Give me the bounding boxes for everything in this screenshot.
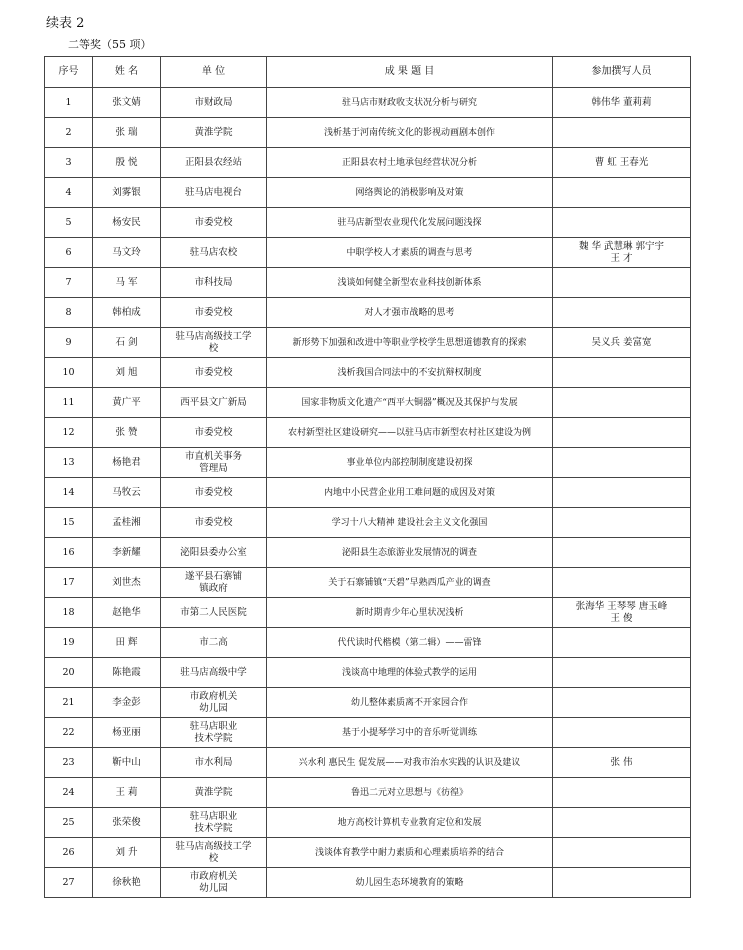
table-row (45, 508, 691, 538)
table-row (45, 178, 691, 208)
cell-title: 兴水利 惠民生 促发展——对我市治水实践的认识及建议 (267, 748, 553, 778)
cell-no: 13 (45, 448, 93, 478)
cell-name: 杨艳君 (93, 448, 161, 478)
cell-unit: 市委党校 (161, 298, 267, 328)
cell-title: 浅谈高中地理的体验式教学的运用 (267, 658, 553, 688)
table-row (45, 118, 691, 148)
cell-unit: 驻马店高级技工学 校 (161, 838, 267, 868)
cell-unit: 市财政局 (161, 88, 267, 118)
cell-co-authors (553, 268, 691, 298)
table-row (45, 418, 691, 448)
cell-name: 马牧云 (93, 478, 161, 508)
cell-co-authors (553, 838, 691, 868)
cell-name: 李金彭 (93, 688, 161, 718)
cell-co-authors: 韩伟华 董莉莉 (553, 88, 691, 118)
cell-unit: 西平县文广新局 (161, 388, 267, 418)
cell-title: 中职学校人才素质的调查与思考 (267, 238, 553, 268)
cell-title: 驻马店新型农业现代化发展问题浅探 (267, 208, 553, 238)
cell-unit: 驻马店职业 技术学院 (161, 808, 267, 838)
cell-co-authors (553, 418, 691, 448)
table-row (45, 208, 691, 238)
cell-name: 张荣俊 (93, 808, 161, 838)
table-row (45, 298, 691, 328)
cell-co-authors (553, 808, 691, 838)
cell-unit: 市委党校 (161, 508, 267, 538)
cell-no: 27 (45, 868, 93, 898)
cell-no: 22 (45, 718, 93, 748)
cell-no: 20 (45, 658, 93, 688)
header-co-authors: 参加撰写人员 (553, 57, 691, 88)
cell-unit: 市政府机关 幼儿园 (161, 868, 267, 898)
cell-no: 23 (45, 748, 93, 778)
cell-title: 内地中小民营企业用工难问题的成因及对策 (267, 478, 553, 508)
cell-co-authors: 张 伟 (553, 748, 691, 778)
cell-name: 马 军 (93, 268, 161, 298)
table-row (45, 658, 691, 688)
cell-no: 3 (45, 148, 93, 178)
cell-co-authors (553, 568, 691, 598)
table-row (45, 478, 691, 508)
cell-unit: 市委党校 (161, 478, 267, 508)
cell-title: 对人才强市战略的思考 (267, 298, 553, 328)
cell-no: 5 (45, 208, 93, 238)
cell-unit: 驻马店高级技工学 校 (161, 328, 267, 358)
cell-unit: 市水利局 (161, 748, 267, 778)
cell-title: 浅谈如何健全新型农业科技创新体系 (267, 268, 553, 298)
table-row (45, 388, 691, 418)
cell-unit: 黄淮学院 (161, 778, 267, 808)
cell-co-authors (553, 868, 691, 898)
cell-co-authors (553, 358, 691, 388)
cell-title: 幼儿整体素质离不开家园合作 (267, 688, 553, 718)
cell-name: 杨亚丽 (93, 718, 161, 748)
cell-co-authors (553, 508, 691, 538)
cell-no: 8 (45, 298, 93, 328)
cell-title: 驻马店市财政收支状况分析与研究 (267, 88, 553, 118)
cell-no: 24 (45, 778, 93, 808)
cell-name: 杨安民 (93, 208, 161, 238)
cell-co-authors: 吴义兵 姜富宽 (553, 328, 691, 358)
cell-co-authors: 曹 虹 王春光 (553, 148, 691, 178)
cell-unit: 市委党校 (161, 358, 267, 388)
cell-unit: 泌阳县委办公室 (161, 538, 267, 568)
cell-title: 代代读时代楷模（第二辑）——雷锋 (267, 628, 553, 658)
cell-co-authors (553, 448, 691, 478)
cell-no: 26 (45, 838, 93, 868)
cell-unit: 市政府机关 幼儿园 (161, 688, 267, 718)
cell-name: 赵艳华 (93, 598, 161, 628)
cell-no: 16 (45, 538, 93, 568)
table-row (45, 568, 691, 598)
cell-title: 关于石寨铺镇“天碧”早熟西瓜产业的调查 (267, 568, 553, 598)
header-title: 成 果 题 目 (267, 57, 553, 88)
cell-name: 殷 悦 (93, 148, 161, 178)
cell-title: 幼儿园生态环境教育的策略 (267, 868, 553, 898)
table-row (45, 778, 691, 808)
cell-co-authors (553, 178, 691, 208)
table-row (45, 838, 691, 868)
cell-no: 4 (45, 178, 93, 208)
cell-no: 21 (45, 688, 93, 718)
table-row (45, 448, 691, 478)
table-row (45, 718, 691, 748)
cell-co-authors (553, 118, 691, 148)
cell-name: 张 赞 (93, 418, 161, 448)
cell-unit: 市委党校 (161, 418, 267, 448)
cell-co-authors (553, 628, 691, 658)
cell-no: 11 (45, 388, 93, 418)
cell-co-authors (553, 778, 691, 808)
table-row (45, 538, 691, 568)
cell-name: 刘雾银 (93, 178, 161, 208)
table-row (45, 598, 691, 628)
table-row (45, 238, 691, 268)
table-row (45, 748, 691, 778)
cell-unit: 市科技局 (161, 268, 267, 298)
table-row (45, 148, 691, 178)
cell-unit: 驻马店电视台 (161, 178, 267, 208)
cell-no: 1 (45, 88, 93, 118)
cell-no: 10 (45, 358, 93, 388)
cell-unit: 市直机关事务 管理局 (161, 448, 267, 478)
cell-co-authors (553, 208, 691, 238)
cell-unit: 驻马店高级中学 (161, 658, 267, 688)
table-row (45, 328, 691, 358)
table-row (45, 808, 691, 838)
header-row (45, 57, 691, 88)
table-row (45, 358, 691, 388)
cell-title: 学习十八大精神 建设社会主义文化强国 (267, 508, 553, 538)
cell-name: 陈艳霞 (93, 658, 161, 688)
cell-title: 鲁迅二元对立思想与《彷徨》 (267, 778, 553, 808)
cell-no: 17 (45, 568, 93, 598)
cell-unit: 市委党校 (161, 208, 267, 238)
cell-unit: 驻马店职业 技术学院 (161, 718, 267, 748)
cell-co-authors: 张海华 王琴琴 唐玉峰 王 俊 (553, 598, 691, 628)
cell-title: 浅析我国合同法中的不安抗辩权制度 (267, 358, 553, 388)
cell-name: 黄广平 (93, 388, 161, 418)
cell-name: 王 莉 (93, 778, 161, 808)
cell-title: 新形势下加强和改进中等职业学校学生思想道德教育的探索 (267, 328, 553, 358)
cell-unit: 正阳县农经站 (161, 148, 267, 178)
awards-table (44, 56, 691, 898)
cell-name: 刘世杰 (93, 568, 161, 598)
cell-name: 刘 升 (93, 838, 161, 868)
cell-unit: 遂平县石寨铺 镇政府 (161, 568, 267, 598)
cell-unit: 市第二人民医院 (161, 598, 267, 628)
table-header (45, 57, 691, 88)
cell-name: 徐秋艳 (93, 868, 161, 898)
cell-name: 韩柏成 (93, 298, 161, 328)
cell-title: 泌阳县生态旅游业发展情况的调查 (267, 538, 553, 568)
cell-title: 地方高校计算机专业教育定位和发展 (267, 808, 553, 838)
table-row (45, 628, 691, 658)
cell-unit: 市二高 (161, 628, 267, 658)
cell-no: 15 (45, 508, 93, 538)
award-level-heading: 二等奖（55 项） (68, 38, 152, 51)
cell-title: 浅谈体育教学中耐力素质和心理素质培养的结合 (267, 838, 553, 868)
table-body (45, 88, 691, 898)
header-no: 序号 (45, 57, 93, 88)
cell-co-authors (553, 538, 691, 568)
cell-no: 19 (45, 628, 93, 658)
cell-co-authors (553, 688, 691, 718)
cell-no: 12 (45, 418, 93, 448)
cell-no: 7 (45, 268, 93, 298)
cell-title: 农村新型社区建设研究——以驻马店市新型农村社区建设为例 (267, 418, 553, 448)
cell-title: 新时期青少年心里状况浅析 (267, 598, 553, 628)
cell-co-authors (553, 478, 691, 508)
cell-unit: 驻马店农校 (161, 238, 267, 268)
cell-co-authors (553, 388, 691, 418)
cell-title: 国家非物质文化遗产“西平大铜器”概况及其保护与发展 (267, 388, 553, 418)
cell-name: 石 剑 (93, 328, 161, 358)
cell-co-authors (553, 658, 691, 688)
cell-co-authors: 魏 华 武慧琳 郭宁宇 王 才 (553, 238, 691, 268)
cell-no: 18 (45, 598, 93, 628)
cell-title: 基于小提琴学习中的音乐听觉训练 (267, 718, 553, 748)
table-row (45, 688, 691, 718)
header-unit: 单 位 (161, 57, 267, 88)
cell-name: 马文玲 (93, 238, 161, 268)
table-row (45, 88, 691, 118)
header-name: 姓 名 (93, 57, 161, 88)
cell-name: 田 辉 (93, 628, 161, 658)
cell-title: 浅析基于河南传统文化的影视动画剧本创作 (267, 118, 553, 148)
cell-title: 网络舆论的消极影响及对策 (267, 178, 553, 208)
cell-title: 事业单位内部控制制度建设初探 (267, 448, 553, 478)
cell-name: 靳中山 (93, 748, 161, 778)
cell-co-authors (553, 298, 691, 328)
cell-no: 9 (45, 328, 93, 358)
cell-name: 张 瑞 (93, 118, 161, 148)
cell-name: 刘 旭 (93, 358, 161, 388)
cell-title: 正阳县农村土地承包经营状况分析 (267, 148, 553, 178)
table-row (45, 268, 691, 298)
cell-unit: 黄淮学院 (161, 118, 267, 148)
cell-name: 李新耀 (93, 538, 161, 568)
table-caption: 续表 2 (46, 16, 85, 31)
cell-no: 14 (45, 478, 93, 508)
cell-no: 2 (45, 118, 93, 148)
cell-name: 张文婧 (93, 88, 161, 118)
cell-co-authors (553, 718, 691, 748)
table-row (45, 868, 691, 898)
cell-no: 6 (45, 238, 93, 268)
cell-no: 25 (45, 808, 93, 838)
cell-name: 孟桂湘 (93, 508, 161, 538)
